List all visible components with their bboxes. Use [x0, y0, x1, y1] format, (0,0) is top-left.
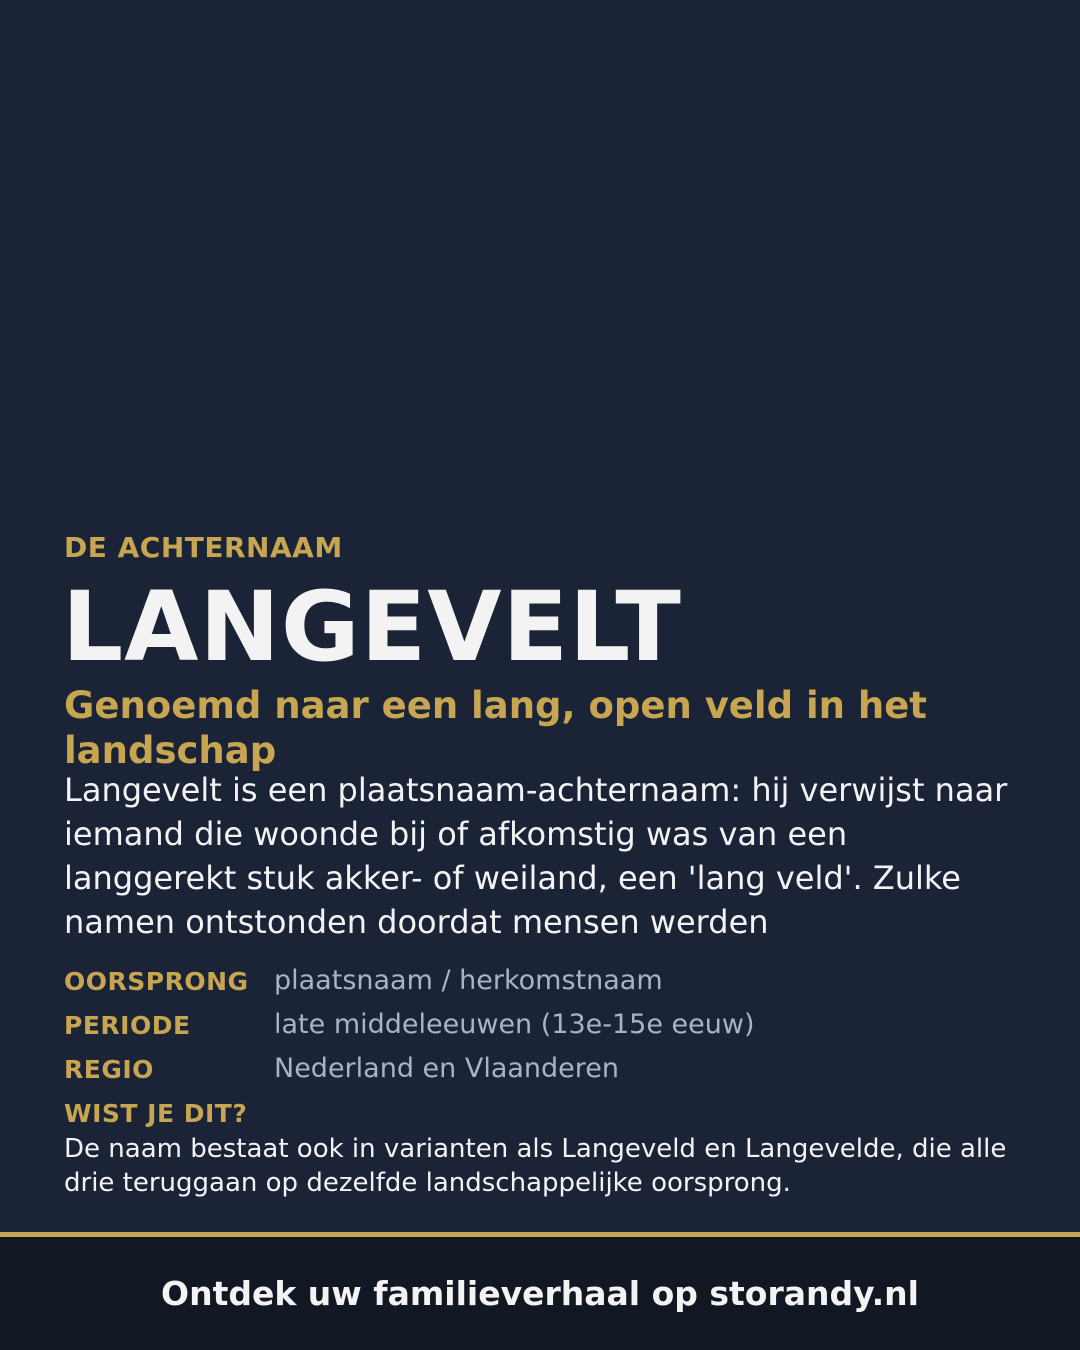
surname-description: Langevelt is een plaatsnaam-achternaam: hij verwijst naar iemand die woonde bij of afkomstig was van een langgerekt stuk akker- of weiland, een 'lang veld'. Zulke namen ontstonden doordat mensen werden — [64, 771, 1008, 941]
surname-title: LANGEVELT — [62, 571, 682, 683]
fact-value: Nederland en Vlaanderen — [274, 1053, 620, 1084]
fact-row-region — [64, 1050, 1016, 1094]
fact-row-origin — [64, 962, 1016, 1006]
eyebrow-label: DE ACHTERNAAM — [64, 531, 343, 564]
trivia-title: WIST JE DIT? — [64, 1099, 248, 1128]
fact-label: OORSPRONG — [64, 967, 249, 996]
trivia-text: De naam bestaat ook in varianten als Langeveld en Langevelde, die alle drie teruggaan op dezelfde landschappelijke oorsprong. — [64, 1134, 1007, 1198]
footer-cta-text: Ontdek uw familieverhaal op storandy.nl — [161, 1274, 919, 1313]
fact-row-period — [64, 1006, 1016, 1050]
facts-list — [64, 962, 1016, 1094]
footer-banner — [0, 1232, 1080, 1350]
fact-label: REGIO — [64, 1055, 154, 1084]
fact-value: late middeleeuwen (13e-15e eeuw) — [274, 1009, 755, 1040]
fact-value: plaatsnaam / herkomstnaam — [274, 965, 663, 996]
fact-label: PERIODE — [64, 1011, 191, 1040]
surname-meaning: Genoemd naar een lang, open veld in het landschap — [64, 684, 927, 772]
